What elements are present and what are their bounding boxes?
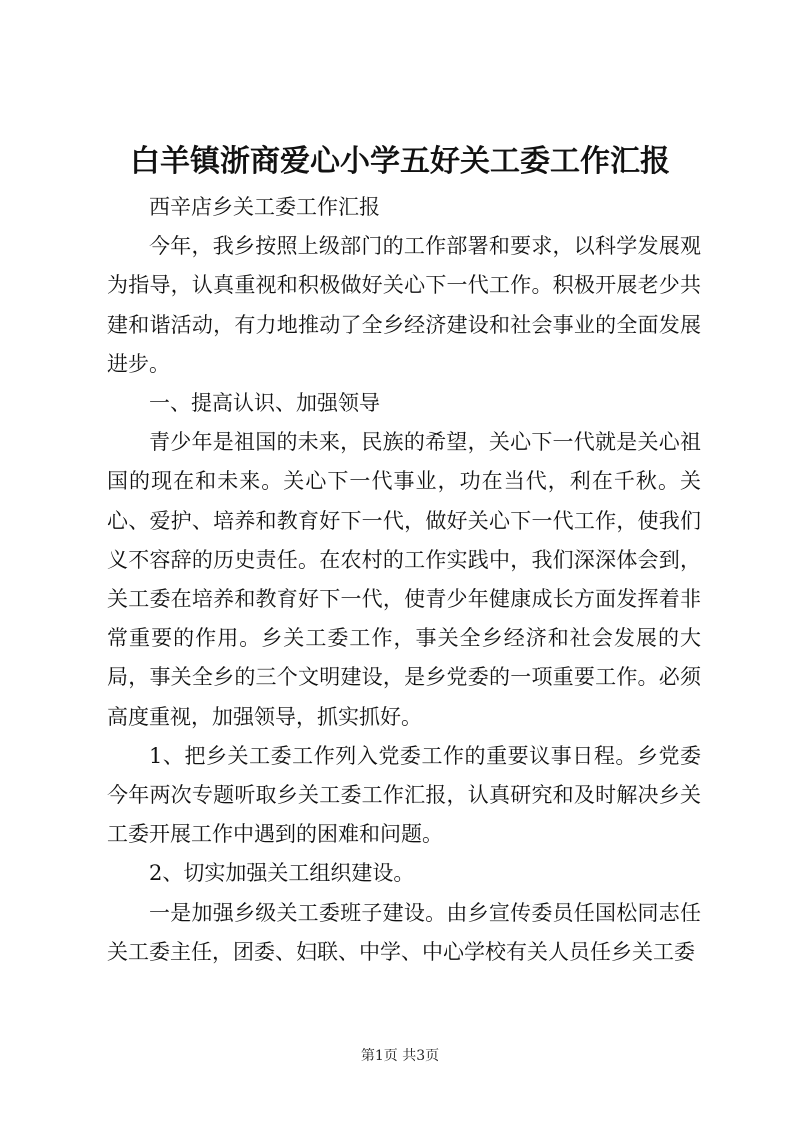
paragraph-item-1: 1、把乡关工委工作列入党委工作的重要议事日程。乡党委今年两次专题听取乡关工委工作汇报，认真研究和及时解决乡关工委开展工作中遇到的困难和问题。 [107,743,701,847]
paragraph-item-2: 2、切实加强关工组织建设。 [149,861,415,886]
paragraph-detail: 一是加强乡级关工委班子建设。由乡宣传委员任国松同志任关工委主任，团委、妇联、中学、中心学校有关人员任乡关工委 [107,900,701,964]
document-body [107,188,701,972]
paragraph-body: 青少年是祖国的未来，民族的希望，关心下一代就是关心祖国的现在和未来。关心下一代事业，功在当代，利在千秋。关心、爱护、培养和教育好下一代，做好关心下一代工作，使我们义不容辞的历史责任。在农村的工作实践中，我们深深体会到，关工委在培养和教育好下一代，使青少年健康成长方面发挥着非常重要的作用。乡关工委工作，事关全乡经济和社会发展的大局，事关全乡的三个文明建设，是乡党委的一项重要工作。必须高度重视，加强领导，抓实抓好。 [107,430,701,729]
document-title: 白羊镇浙商爱心小学五好关工委工作汇报 [130,144,670,179]
page-footer: 第1页 共3页 [360,1048,440,1064]
paragraph-subtitle: 西辛店乡关工委工作汇报 [149,195,380,219]
paragraph-intro: 今年，我乡按照上级部门的工作部署和要求，以科学发展观为指导，认真重视和积极做好关心下一代工作。积极开展老少共建和谐活动，有力地推动了全乡经济建设和社会事业的全面发展进步。 [107,234,701,376]
section-heading-1: 一、提高认识、加强领导 [149,391,380,416]
